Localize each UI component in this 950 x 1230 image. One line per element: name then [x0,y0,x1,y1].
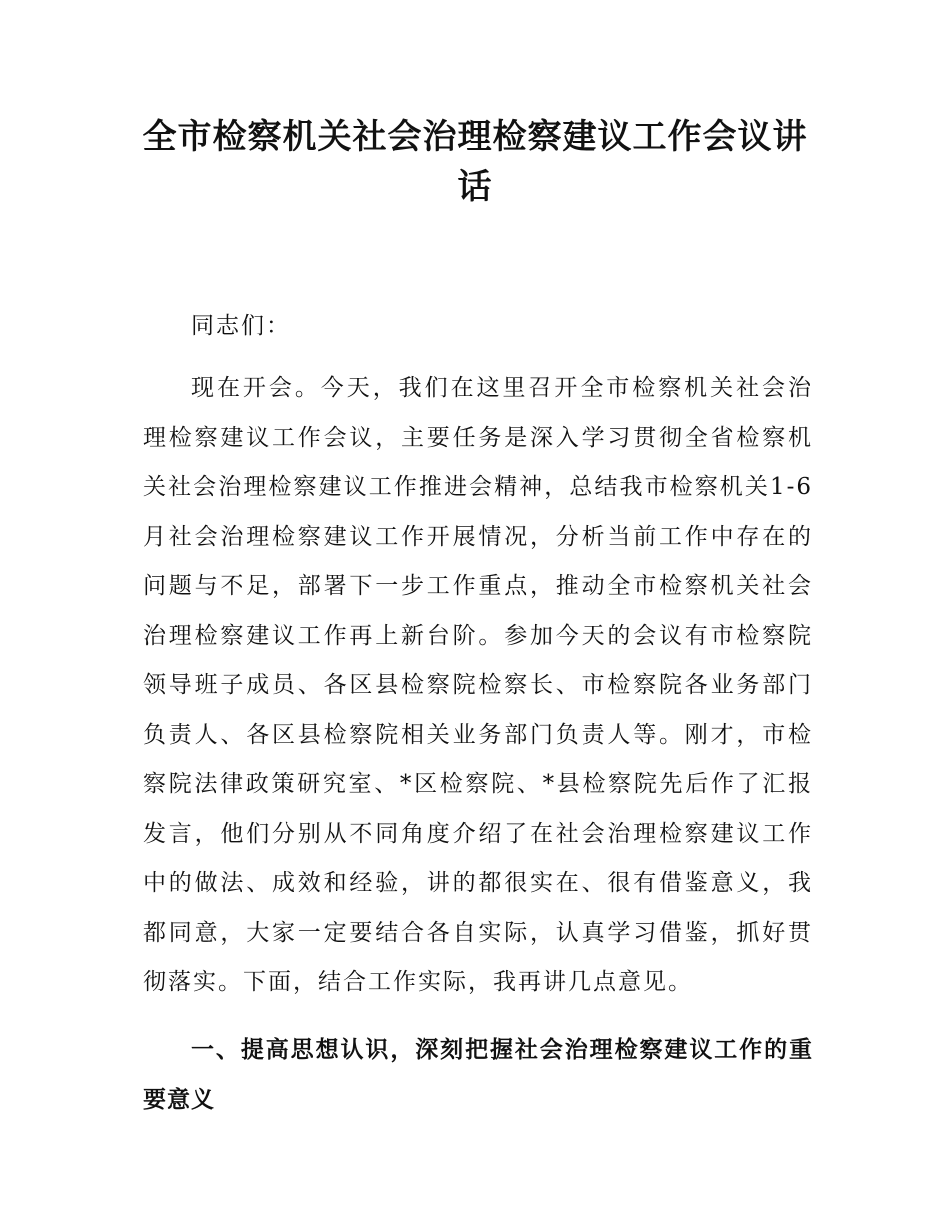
body-paragraph: 现在开会。今天，我们在这里召开全市检察机关社会治理检察建议工作会议，主要任务是深入学习贯彻全省检察机关社会治理检察建议工作推进会精神，总结我市检察机关1-6月社会治理检察建议工作开展情况，分析当前工作中存在的问题与不足，部署下一步工作重点，推动全市检察机关社会治理检察建议工作再上新台阶。参加今天的会议有市检察院领导班子成员、各区县检察院检察长、市检察院各业务部门负责人、各区县检察院相关业务部门负责人等。刚才，市检察院法律政策研究室、*区检察院、*县检察院先后作了汇报发言，他们分别从不同角度介绍了在社会治理检察建议工作中的做法、成效和经验，讲的都很实在、很有借鉴意义，我都同意，大家一定要结合各自实际，认真学习借鉴，抓好贯彻落实。下面，结合工作实际，我再讲几点意见。 [143,375,813,995]
section-heading: 一、提高思想认识，深刻把握社会治理检察建议工作的重要意义 [143,1037,813,1113]
document-title: 全市检察机关社会治理检察建议工作会议讲话 [142,117,808,207]
salutation: 同志们： [191,313,291,339]
